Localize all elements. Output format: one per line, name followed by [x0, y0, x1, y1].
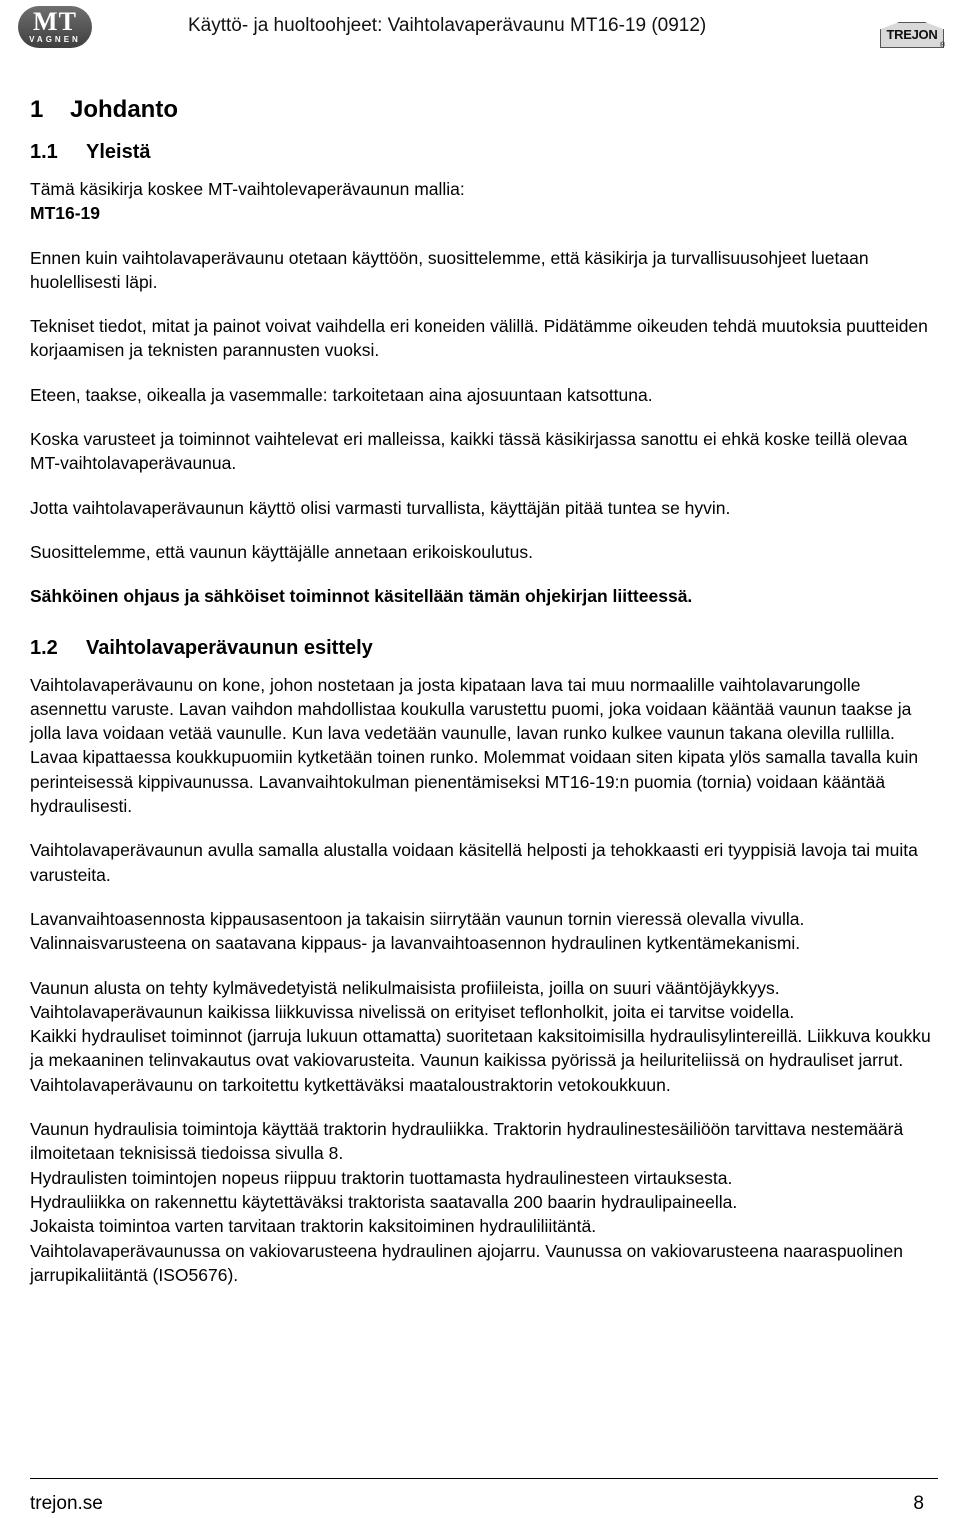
chapter-title: Johdanto [70, 96, 178, 123]
chapter-number: 1 [30, 96, 44, 123]
paragraph: Koska varusteet ja toiminnot vaihtelevat eri malleissa, kaikki tässä käsikirjassa sanottu ei ehkä koske teillä olevaa MT-vaihtolavaperävaunua. [30, 429, 908, 474]
page-header [0, 0, 960, 58]
paragraph: Eteen, taakse, oikealla ja vasemmalle: tarkoitetaan aina ajosuuntaan katsottuna. [30, 384, 653, 405]
document-title: Käyttö- ja huoltoohjeet: Vaihtolavaperävaunu MT16-19 (0912) [188, 15, 707, 36]
paragraph: Jotta vaihtolavaperävaunun käyttö olisi varmasti turvallista, käyttäjän pitää tuntea se hyvin. [30, 497, 731, 518]
paragraph: Hydraulisten toimintojen nopeus riippuu traktorin tuottamasta hydraulinesteen virtauksesta. [30, 1167, 733, 1188]
paragraph: Jokaista toimintoa varten tarvitaan traktorin kaksitoiminen hydrauliliitäntä. [30, 1216, 597, 1237]
bold-notice: Sähköinen ohjaus ja sähköiset toiminnot käsitellään tämän ohjekirjan liitteessä. [30, 586, 693, 607]
paragraph: Hydrauliikka on rakennettu käytettäväksi traktorista saatavalla 200 baarin hydraulipaineella. [30, 1191, 738, 1212]
section-number: 1.2 [30, 636, 58, 659]
section-heading-1-2 [30, 635, 935, 661]
logo-vagnen-text: VAGNEN [29, 35, 81, 44]
paragraph: Vaihtolavaperävaunu on kone, johon nostetaan ja josta kipataan lava tai muu normaalille vaihtolavarungolle asennettu varuste. Lavan vaihdon mahdollistaa koukulla varustettu puomi, joka voidaan kääntää vaunun taakse ja jolla lava voidaan vetää vaunulle. Kun lava vedetään vaunulle, lavan runko kulkee vaunun takana olevilla rullilla. Lavaa kipattaessa koukkupuomiin kytketään toinen runko. Molemmat voidaan siten kipata ylös samalla tavalla kuin perinteisessä kippivaunussa. Lavanvaihtokulman pienentämiseksi MT16-19:n puomia (tornia) voidaan kääntää hydraulisesti. [30, 674, 919, 817]
paragraph: Vaunun hydraulisia toimintoja käyttää traktorin hydrauliikka. Traktorin hydraulinestesäiliöön tarvittava nestemäärä ilmoitetaan teknisissä tiedoissa sivulla 8. [30, 1119, 904, 1164]
document-body [30, 95, 935, 1287]
model-name: MT16-19 [30, 203, 101, 224]
footer-divider [30, 1478, 938, 1479]
paragraph: Vaihtolavaperävaunun avulla samalla alustalla voidaan käsitellä helposti ja tehokkaasti eri tyyppisiä lavoja tai muita varusteita. [30, 840, 918, 885]
spacer [30, 125, 935, 139]
spacer [30, 661, 935, 673]
paragraph: Ennen kuin vaihtolavaperävaunu otetaan käyttöön, suosittelemme, että käsikirja ja turvallisuusohjeet luetaan huolellisesti läpi. [30, 247, 869, 292]
section-title: Vaihtolavaperävaunun esittely [86, 636, 373, 659]
paragraph: Lavanvaihtoasennosta kippausasentoon ja takaisin siirrytään vaunun tornin vieressä olevalla vivulla. Valinnaisvarusteena on saatavana kippaus- ja lavanvaihtoasennon hydraulinen kytkentämekanismi. [30, 908, 805, 954]
chapter-heading [30, 95, 935, 125]
mt-vagnen-logo [18, 6, 92, 48]
section-title: Yleistä [86, 141, 151, 163]
paragraph: Tämä käsikirja koskee MT-vaihtolevaperävaunun mallia: [30, 179, 465, 199]
paragraph: Kaikki hydrauliset toiminnot (jarruja lukuun ottamatta) suoritetaan kaksitoimisilla hydraulisylintereillä. Liikkuva koukku ja mekaaninen telinvakautus ovat vakiovarusteita. Vaunun kaikissa pyörissä ja heiluriteliissä on hydrauliset jarrut. Vaihtolavaperävaunu on tarkoitettu kytkettäväksi maataloustraktorin vetokoukkuun. [30, 1026, 931, 1095]
footer-website: trejon.se [30, 1493, 103, 1514]
registered-mark: ® [940, 42, 946, 49]
paragraph: Vaihtolavaperävaunussa on vakiovarusteena hydraulinen ajojarru. Vaunussa on vakiovarusteena naaraspuolinen jarrupikaliitäntä (ISO5676). [30, 1240, 903, 1285]
paragraph: Tekniset tiedot, mitat ja painot voivat vaihdella eri koneiden välillä. Pidätämme oikeuden tehdä muutoksia puutteiden korjaamisen ja teknisten parannusten vuoksi. [30, 316, 928, 361]
trejon-logo-text: TREJON [886, 27, 938, 42]
page-number: 8 [913, 1493, 924, 1514]
paragraph: Suosittelemme, että vaunun käyttäjälle annetaan erikoiskoulutus. [30, 541, 533, 562]
spacer [30, 165, 935, 177]
trejon-logo [880, 16, 946, 48]
section-heading-1-1 [30, 139, 935, 165]
logo-mt-text: MT [33, 7, 77, 36]
section-number: 1.1 [30, 141, 58, 163]
paragraph: Vaunun alusta on tehty kylmävedetyistä nelikulmaisista profiileista, joilla on suuri vääntöjäykkyys. Vaihtolavaperävaunun kaikissa liikkuvissa nivelissä on erityiset teflonholkit, joita ei tarvitse voidella. [30, 977, 795, 1022]
